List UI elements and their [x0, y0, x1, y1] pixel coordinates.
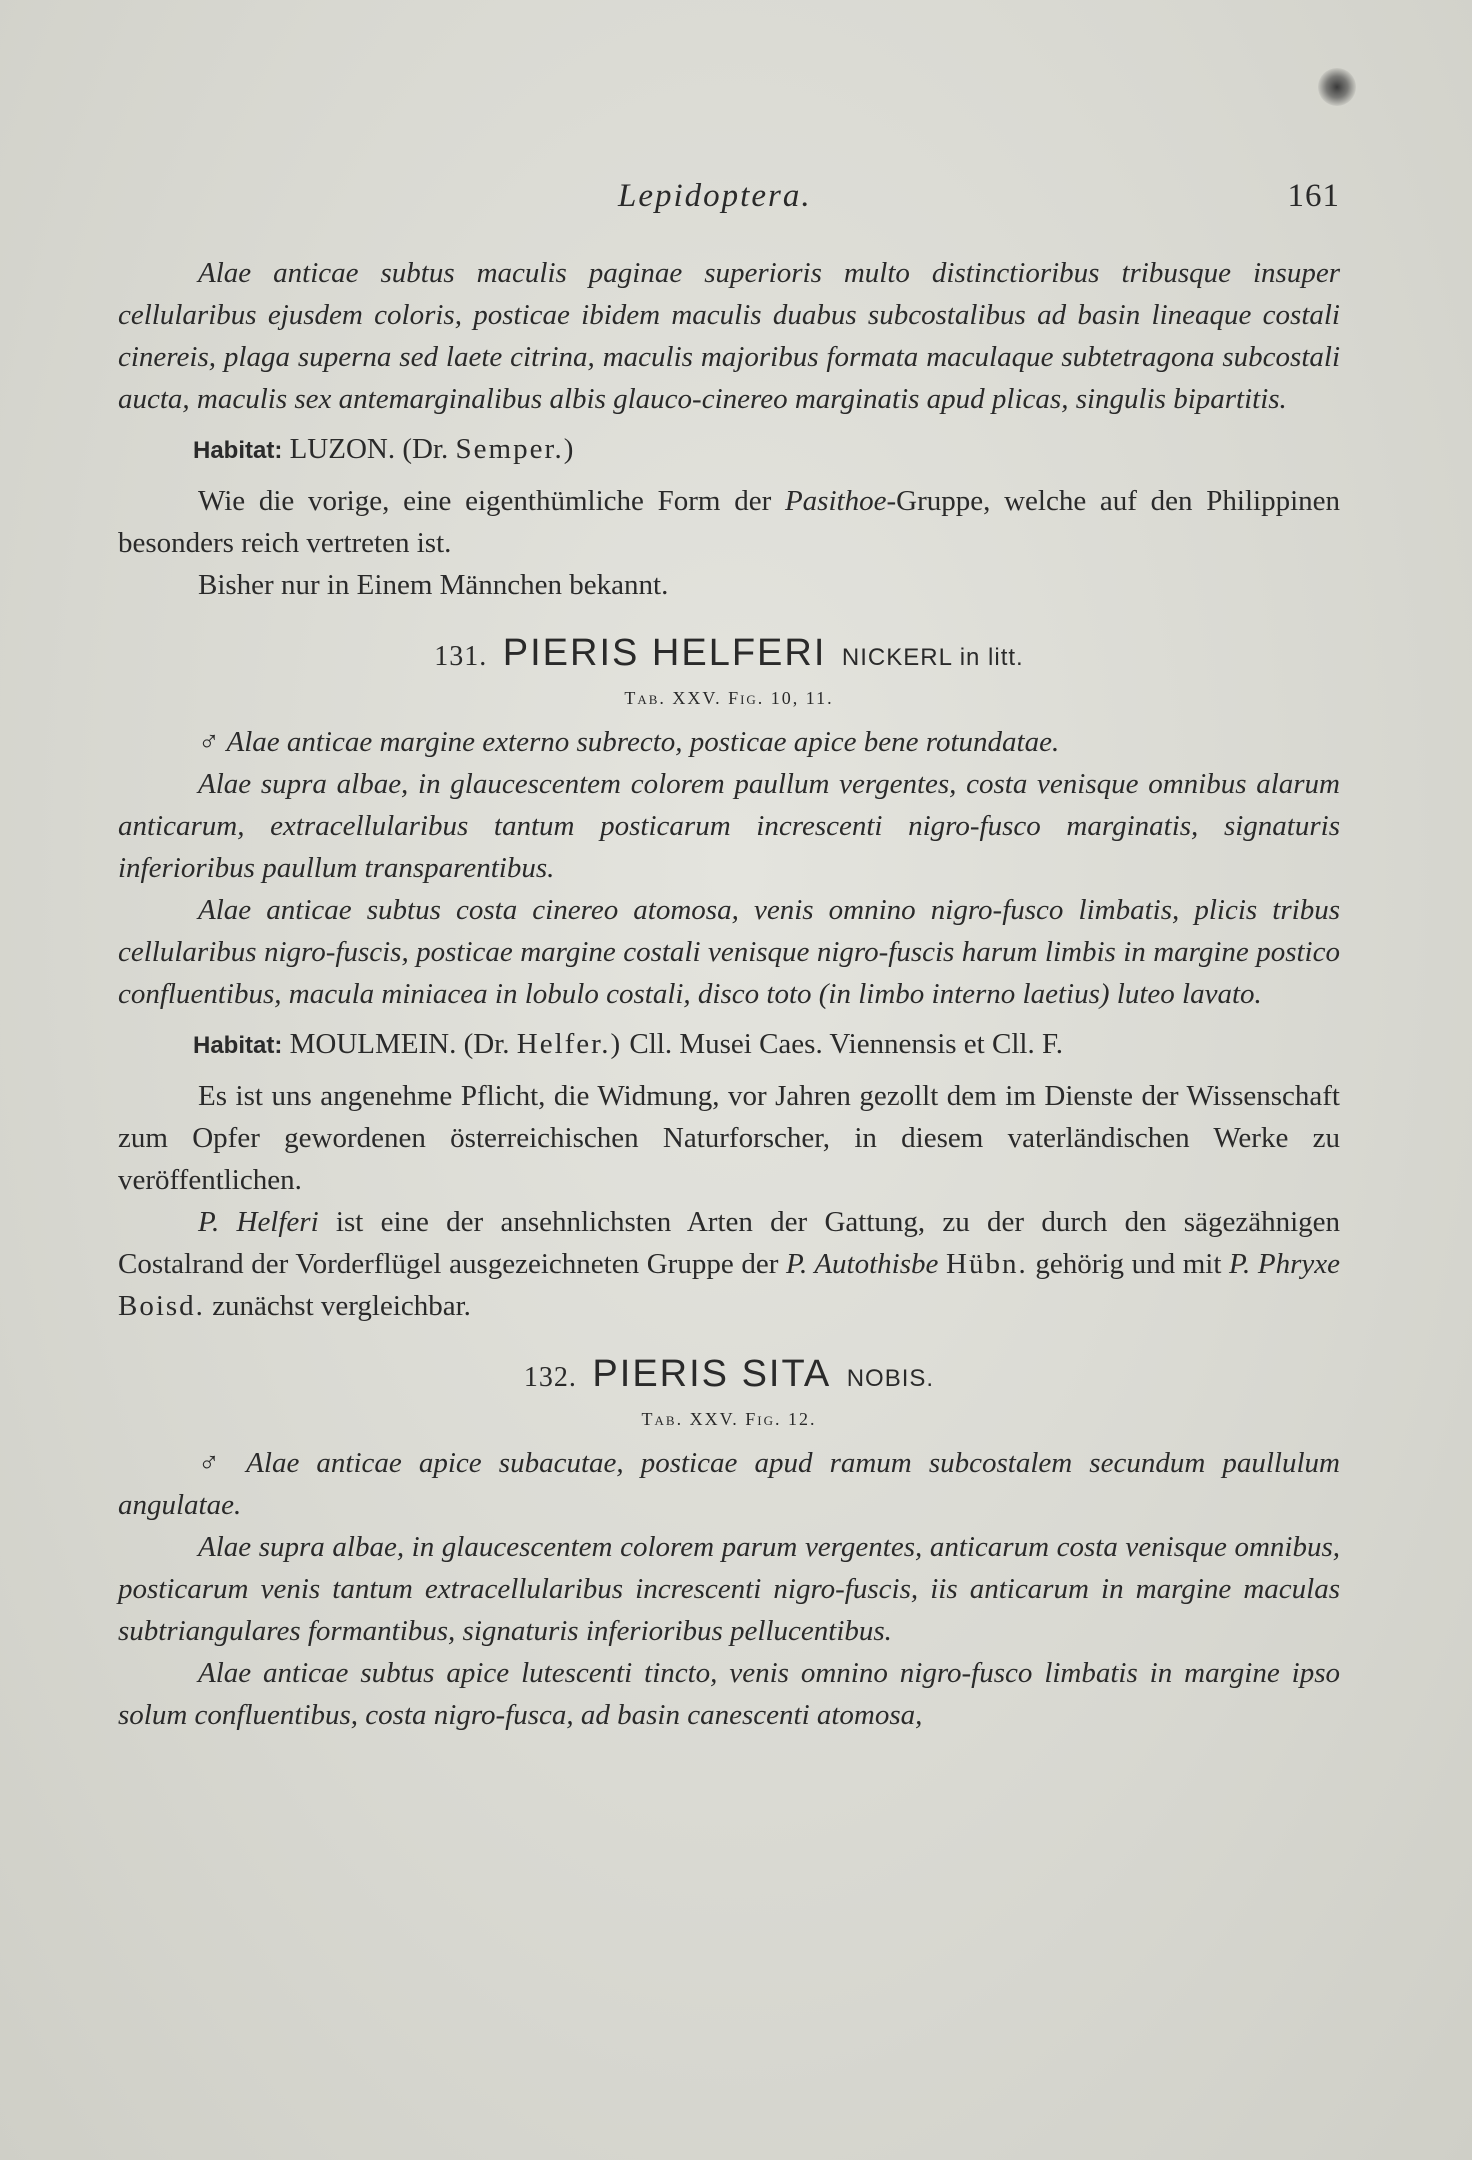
- text-run: gehörig und mit: [1035, 1248, 1222, 1280]
- species-heading-131: [118, 628, 1340, 683]
- main-text: [118, 252, 1340, 1736]
- habitat-collector: Helfer.): [516, 1028, 623, 1060]
- species-number: 131.: [434, 641, 488, 672]
- habitat-label: Habitat:: [193, 437, 283, 464]
- taxon-name: P. Phryxe: [1229, 1248, 1341, 1280]
- species-name: PIERIS HELFERI: [502, 632, 827, 674]
- paragraph: [118, 480, 1340, 564]
- taxon-name: P. Helferi: [198, 1206, 319, 1238]
- taxon-name: Pasithoe: [784, 485, 887, 517]
- paragraph: Es ist uns angenehme Pflicht, die Widmung, vor Jahren gezollt dem im Dienste der Wissenschaft zum Opfer gewordenen österreichischen Naturforscher, in diesem vaterländischen Werke zu veröffentlichen.: [118, 1080, 1340, 1196]
- paragraph: Bisher nur in Einem Männchen bekannt.: [198, 569, 669, 601]
- habitat-locality: MOULMEIN. (Dr.: [289, 1028, 510, 1060]
- habitat-collector: Semper.): [455, 433, 576, 465]
- latin-description: Alae anticae subtus maculis paginae superioris multo distinctioribus tribusque insuper cellularibus ejusdem coloris, posticae ibidem maculis duabus subcostalibus ad basin lineaque costali cinereis, plaga superna sed laete citrina, maculis majoribus formata maculaque subtetragona subcostali aucta, maculis sex antemarginalibus albis glauco-cinereo marginatis apud plicas, singulis bipartitis.: [118, 257, 1340, 415]
- author-abbrev: Boisd.: [118, 1290, 205, 1322]
- text-run: Wie die vorige, eine eigenthümliche Form der: [198, 485, 772, 517]
- habitat-line: [118, 1023, 1340, 1067]
- running-title: Lepidoptera.: [618, 178, 812, 214]
- page-header: [118, 178, 1340, 228]
- latin-description: ♂ Alae anticae apice subacutae, posticae apud ramum subcostalem secundum paullulum angulatae.: [118, 1447, 1340, 1521]
- latin-description: ♂ Alae anticae margine externo subrecto, posticae apice bene rotundatae.: [198, 726, 1060, 758]
- plate-reference: Tab. XXV. Fig. 10, 11.: [624, 688, 834, 708]
- paragraph: [118, 1201, 1340, 1327]
- text-run: -Gruppe, welche auf den Philippinen besonders reich vertreten ist.: [118, 485, 1341, 559]
- species-author: NICKERL in litt.: [841, 644, 1024, 671]
- page-number: 161: [1287, 178, 1340, 214]
- author-abbrev: Hübn.: [946, 1248, 1028, 1280]
- plate-reference: Tab. XXV. Fig. 12.: [641, 1409, 817, 1429]
- habitat-label: Habitat:: [193, 1032, 283, 1059]
- latin-description: Alae supra albae, in glaucescentem colorem parum vergentes, anticarum costa venisque omnibus, posticarum venis tantum extracellularibus increscenti nigro-fuscis, iis anticarum in margine maculas subtriangulares formantibus, signaturis inferioribus pellucentibus.: [118, 1531, 1340, 1647]
- species-name: PIERIS SITA: [592, 1353, 832, 1395]
- habitat-locality: LUZON. (Dr.: [289, 433, 449, 465]
- latin-description: Alae supra albae, in glaucescentem colorem paullum vergentes, costa venisque omnibus alarum anticarum, extracellularibus tantum posticarum increscenti nigro-fusco marginatis, signaturis inferioribus paullum transparentibus.: [118, 768, 1340, 884]
- species-author: NOBIS.: [846, 1365, 935, 1392]
- species-heading-132: [118, 1349, 1340, 1404]
- latin-description: Alae anticae subtus costa cinereo atomosa, venis omnino nigro-fusco limbatis, plicis tribus cellularibus nigro-fuscis, posticae margine costali venisque nigro-fuscis harum limbis in margine postico confluentibus, macula miniacea in lobulo costali, disco toto (in limbo interno laetius) luteo lavato.: [118, 894, 1340, 1010]
- habitat-line: [118, 428, 1340, 472]
- species-number: 132.: [523, 1362, 577, 1393]
- latin-description: Alae anticae subtus apice lutescenti tincto, venis omnino nigro-fusco limbatis in margine ipso solum confluentibus, costa nigro-fusca, ad basin canescenti atomosa,: [118, 1657, 1340, 1731]
- text-run: ist eine der ansehnlichsten Arten der Gattung, zu der durch den sägezähnigen Costalrand der Vorderflügel ausgezeichneten Gruppe der: [118, 1206, 1340, 1280]
- ink-spot: [1318, 68, 1356, 106]
- taxon-name: P. Autothisbe: [786, 1248, 939, 1280]
- habitat-collections: Cll. Musei Caes. Viennensis et Cll. F.: [629, 1028, 1064, 1060]
- text-run: zunächst vergleichbar.: [212, 1290, 471, 1322]
